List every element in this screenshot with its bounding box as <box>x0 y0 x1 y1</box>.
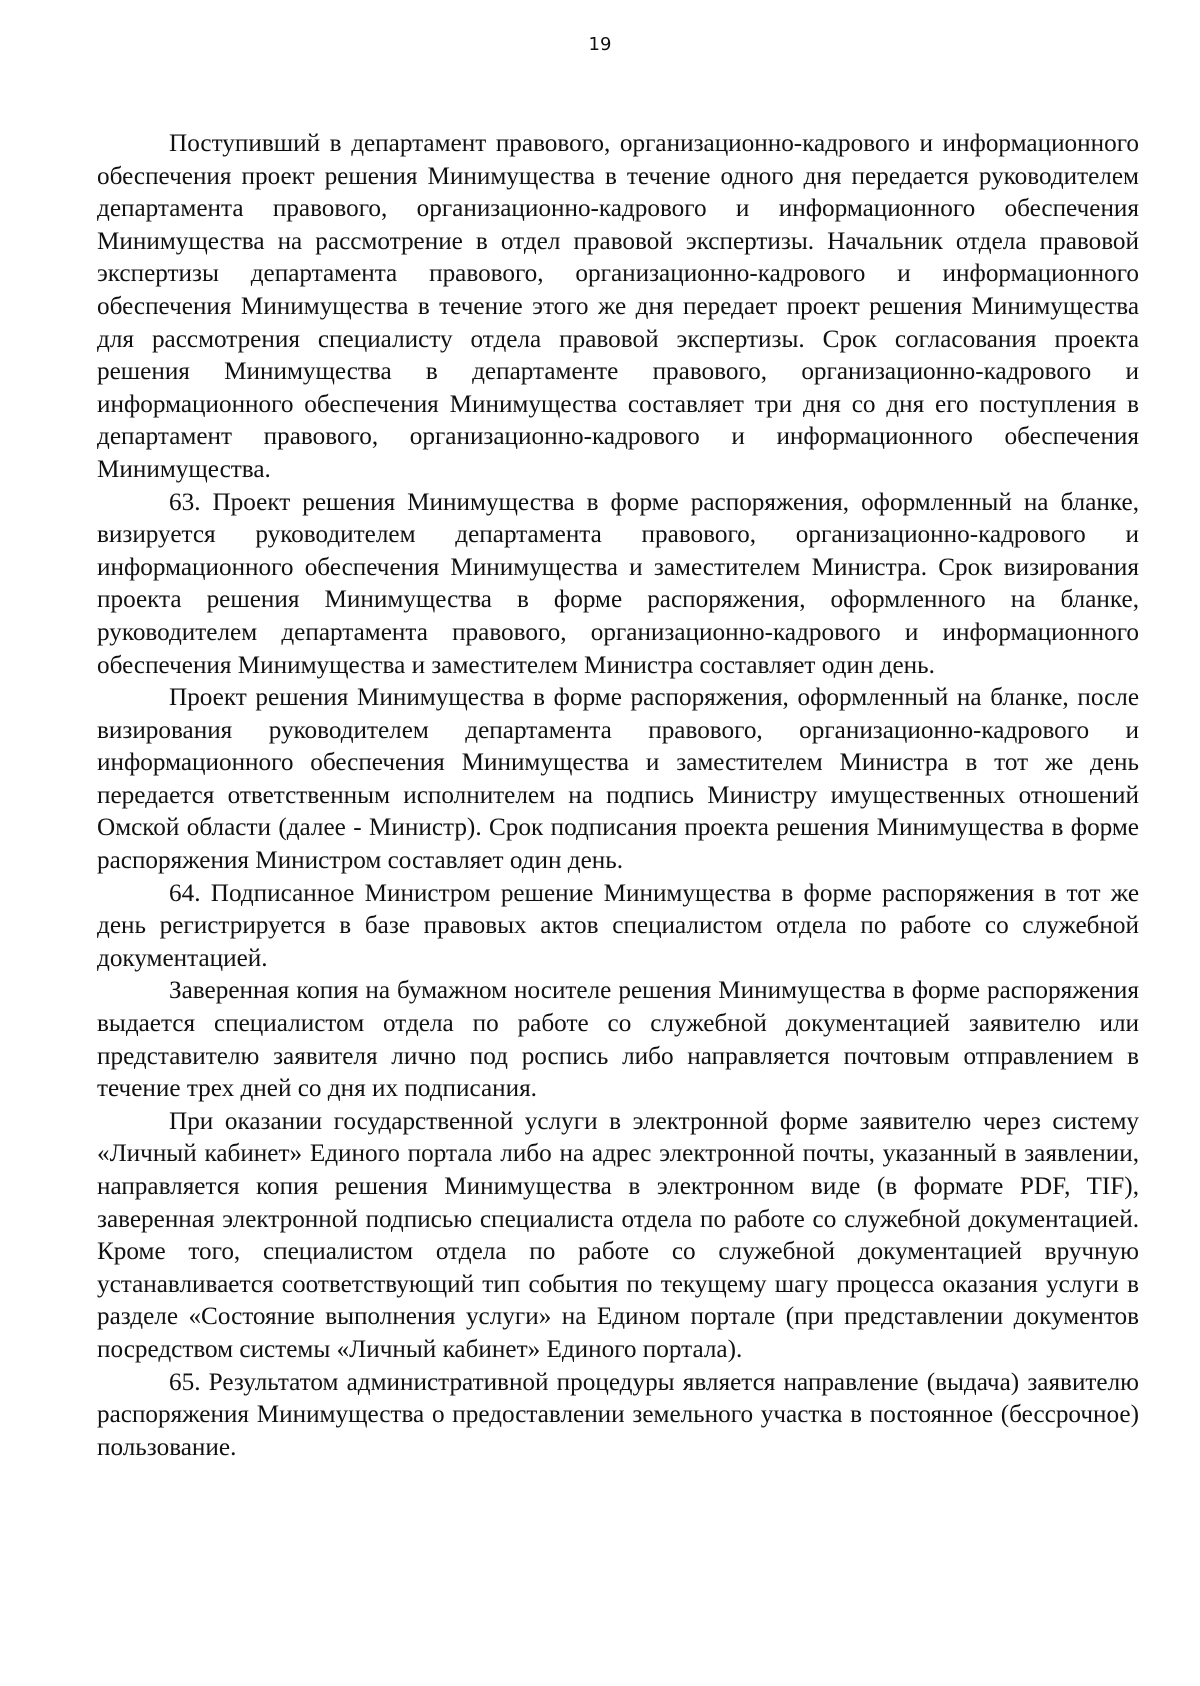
paragraph-64-copy: Заверенная копия на бумажном носителе решения Минимущества в форме распоряжения выдается специалистом отдела по работе со служебной документацией заявителю или представителю заявителя лично под роспись либо направляется почтовым отправлением в течение трех дней со дня их подписания. <box>97 977 1139 1103</box>
paragraph-65: 65. Результатом административной процедуры является направление (выдача) заявителю распоряжения Минимущества о предоставлении земельного участка в постоянное (бессрочное) пользование. <box>97 1368 1139 1461</box>
paragraph-63: 63. Проект решения Минимущества в форме распоряжения, оформленный на бланке, визируется руководителем департамента правового, организационно-кадрового и информационного обеспечения Минимущества и заместителем Министра. Срок визирования проекта решения Минимущества в форме распоряжения, оформленного на бланке, руководителем департамента правового, организационно-кадрового и информационного обеспечения Минимущества и заместителем Министра составляет один день. <box>97 488 1139 679</box>
paragraph-64-electronic: При оказании государственной услуги в электронной форме заявителю через систему «Личный кабинет» Единого портала либо на адрес электронной почты, указанный в заявлении, направляется копия решения Минимущества в электронном виде (в формате PDF, TIF), заверенная электронной подписью специалиста отдела по работе со служебной документацией. Кроме того, специалистом отдела по работе со служебной документацией вручную устанавливается соответствующий тип события по текущему шагу процесса оказания услуги в разделе «Состояние выполнения услуги» на Едином портале (при представлении документов посредством системы «Личный кабинет» Единого портала). <box>97 1107 1139 1363</box>
paragraph-intake-review: Поступивший в департамент правового, организационно-кадрового и информационного обеспечения проект решения Минимущества в течение одного дня передается руководителем департамента правового, организационно-кадрового и информационного обеспечения Минимущества на рассмотрение в отдел правовой экспертизы. Начальник отдела правовой экспертизы департамента правового, организационно-кадрового и информационного обеспечения Минимущества в течение этого же дня передает проект решения Минимущества для рассмотрения специалисту отдела правовой экспертизы. Срок согласования проекта решения Минимущества в департаменте правового, организационно-кадрового и информационного обеспечения Минимущества составляет три дня со дня его поступления в департамент правового, организационно-кадрового и информационного обеспечения Минимущества. <box>97 130 1139 483</box>
paragraph-63-signing: Проект решения Минимущества в форме распоряжения, оформленный на бланке, после визирования руководителем департамента правового, организационно-кадрового и информационного обеспечения Минимущества и заместителем Министра в тот же день передается ответственным исполнителем на подпись Министру имущественных отношений Омской области (далее - Министр). Срок подписания проекта решения Минимущества в форме распоряжения Министром составляет один день. <box>97 684 1139 875</box>
document-body <box>97 128 1139 1464</box>
paragraph-64: 64. Подписанное Министром решение Минимущества в форме распоряжения в тот же день регистрируется в базе правовых актов специалистом отдела по работе со служебной документацией. <box>97 879 1139 972</box>
page-number: 19 <box>588 34 612 55</box>
